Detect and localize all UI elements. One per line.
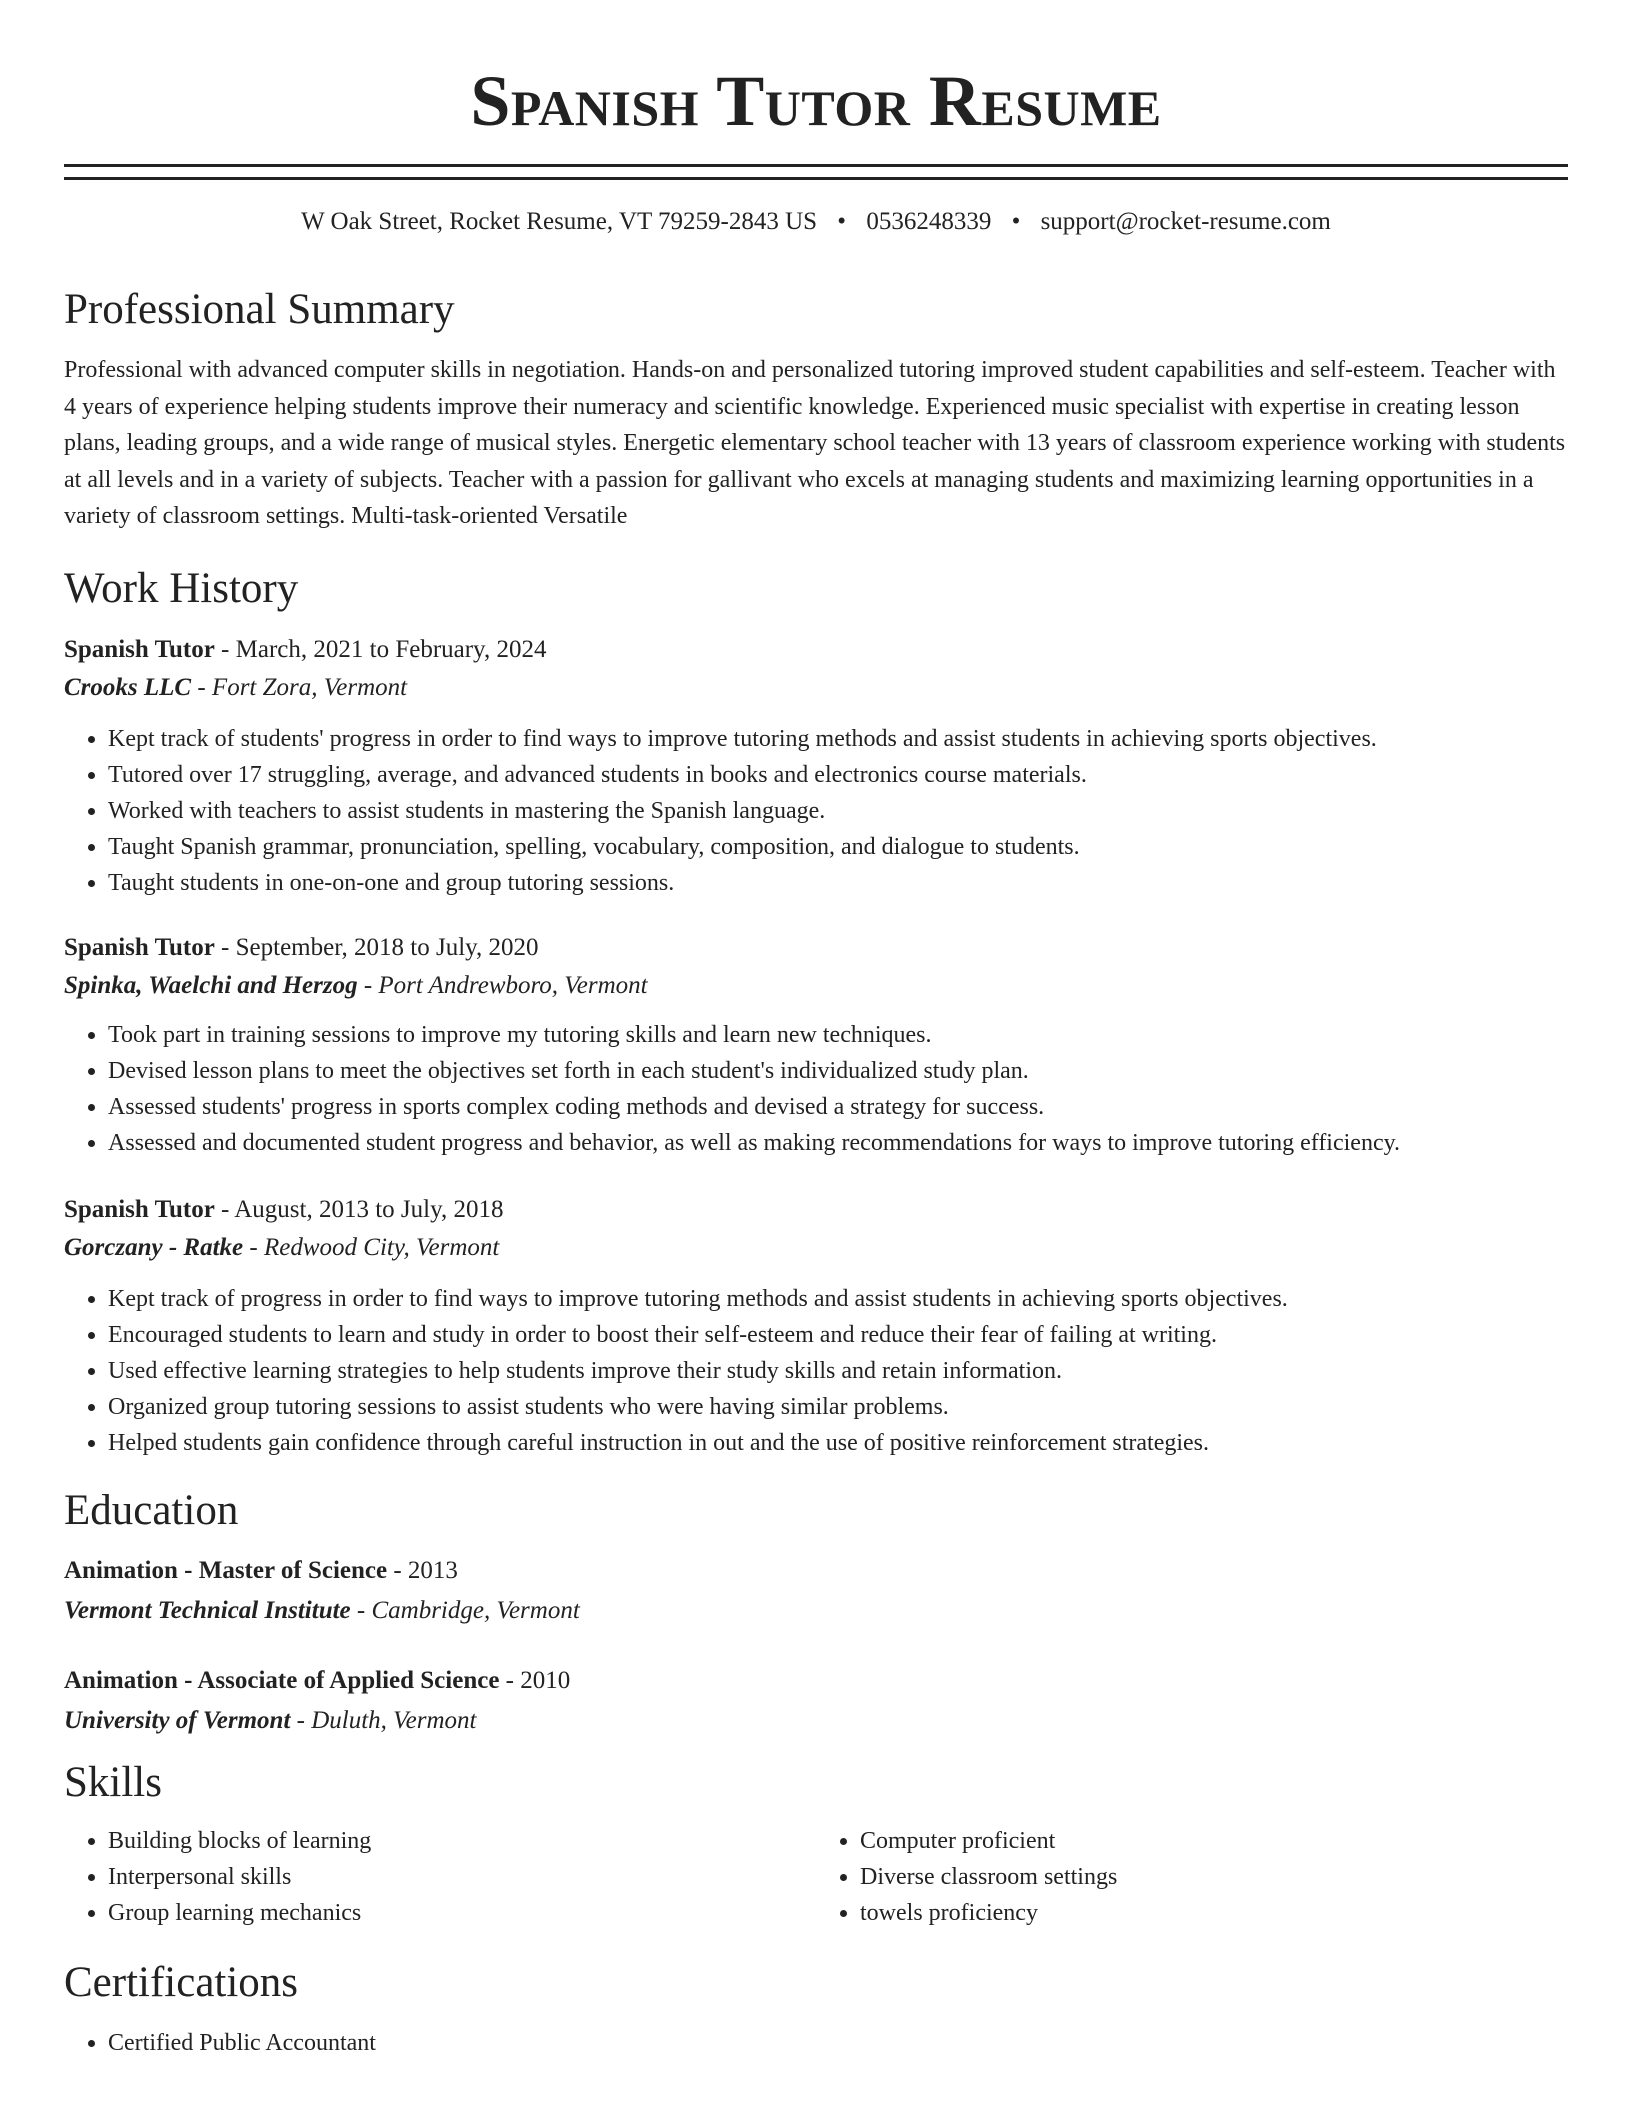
list-item: • Building blocks of learning — [108, 1823, 816, 1859]
section-heading-work-history: Work History — [64, 564, 299, 612]
list-item: • Worked with teachers to assist students in mastering the Spanish language. — [108, 793, 1568, 829]
contact-line — [64, 206, 1568, 238]
skills-grid — [64, 1823, 1568, 1931]
list-item: • Used effective learning strategies to help students improve their study skills and retain information. — [108, 1353, 1568, 1389]
job-company: Gorczany - Ratke — [64, 1233, 244, 1261]
list-item: • Encouraged students to learn and study in order to boost their self-esteem and reduce their fear of failing at writing. — [108, 1317, 1568, 1353]
job-duties-list — [64, 721, 1568, 901]
education-degree: Animation - Associate of Applied Science — [64, 1666, 500, 1694]
list-item: • Assessed students' progress in sports complex coding methods and devised a strategy for success. — [108, 1089, 1568, 1125]
page-title: Spanish Tutor Resume — [470, 61, 1162, 141]
list-item: • Certified Public Accountant — [108, 2025, 1568, 2061]
list-item: • Took part in training sessions to improve my tutoring skills and learn new techniques. — [108, 1017, 1568, 1053]
education-degree: Animation - Master of Science — [64, 1556, 388, 1584]
education-school-line — [64, 1591, 1568, 1631]
job-location: - Port Andrewboro, Vermont — [357, 971, 648, 999]
list-item: • Kept track of progress in order to find ways to improve tutoring methods and assist students in achieving sports objectives. — [108, 1281, 1568, 1317]
job-location: - Redwood City, Vermont — [243, 1233, 500, 1261]
skills-list-right — [816, 1823, 1568, 1931]
list-item: • Tutored over 17 struggling, average, and advanced students in books and electronics course materials. — [108, 757, 1568, 793]
title-double-rule — [64, 164, 1568, 180]
job-header — [64, 1191, 1568, 1229]
education-entry — [64, 1661, 1568, 1741]
list-item: • Group learning mechanics — [108, 1895, 816, 1931]
job-entry — [64, 929, 1568, 1161]
job-header — [64, 631, 1568, 669]
education-school-line — [64, 1701, 1568, 1741]
skills-list-left — [64, 1823, 816, 1931]
education-year: - 2010 — [499, 1666, 571, 1694]
section-heading-skills: Skills — [64, 1758, 162, 1806]
job-title: Spanish Tutor — [64, 933, 215, 961]
education-entry — [64, 1551, 1568, 1631]
job-company: Crooks LLC — [64, 673, 192, 701]
list-item: • Taught Spanish grammar, pronunciation, spelling, vocabulary, composition, and dialogue to students. — [108, 829, 1568, 865]
contact-separator: • — [1011, 208, 1021, 235]
list-item: • towels proficiency — [860, 1895, 1568, 1931]
list-item: • Organized group tutoring sessions to assist students who were having similar problems. — [108, 1389, 1568, 1425]
job-employer — [64, 1229, 1568, 1267]
job-duties-list — [64, 1281, 1568, 1461]
education-year: - 2013 — [387, 1556, 458, 1584]
list-item: • Helped students gain confidence through careful instruction in out and the use of positive reinforcement strategies. — [108, 1425, 1568, 1461]
list-item: • Diverse classroom settings — [860, 1859, 1568, 1895]
job-employer — [64, 967, 1568, 1005]
contact-email: support@rocket-resume.com — [1040, 208, 1331, 235]
education-school: University of Vermont — [64, 1706, 291, 1734]
list-item: • Kept track of students' progress in order to find ways to improve tutoring methods and assist students in achieving sports objectives. — [108, 721, 1568, 757]
education-location: - Duluth, Vermont — [290, 1706, 477, 1734]
contact-address: W Oak Street, Rocket Resume, VT 79259-2843 US — [301, 208, 818, 235]
education-location: - Cambridge, Vermont — [350, 1596, 580, 1624]
job-dates: - September, 2018 to July, 2020 — [214, 933, 539, 961]
job-location: - Fort Zora, Vermont — [191, 673, 408, 701]
list-item: • Interpersonal skills — [108, 1859, 816, 1895]
contact-phone: 0536248339 — [866, 208, 992, 235]
summary-text: Professional with advanced computer skills in negotiation. Hands-on and personalized tutoring improved student capabilities and self-esteem. Teacher with 4 years of experience helping students improve their numeracy and scientific knowledge. Experienced music specialist with expertise in creating lesson plans, leading groups, and a wide range of musical styles. Energetic elementary school teacher with 13 years of classroom experience working with students at all levels and in a variety of subjects. Teacher with a passion for gallivant who excels at managing students and maximizing learning opportunities in a variety of classroom settings. Multi-task-oriented Versatile — [64, 357, 1566, 529]
job-company: Spinka, Waelchi and Herzog — [64, 971, 358, 999]
job-dates: - March, 2021 to February, 2024 — [214, 635, 547, 663]
education-school: Vermont Technical Institute — [64, 1596, 351, 1624]
section-heading-certifications: Certifications — [64, 1958, 299, 2006]
list-item: • Taught students in one-on-one and group tutoring sessions. — [108, 865, 1568, 901]
list-item: • Computer proficient — [860, 1823, 1568, 1859]
section-heading-summary: Professional Summary — [64, 286, 455, 333]
job-dates: - August, 2013 to July, 2018 — [214, 1195, 504, 1223]
certifications-list — [64, 2025, 1568, 2061]
job-entry — [64, 631, 1568, 901]
list-item: • Assessed and documented student progress and behavior, as well as making recommendations for ways to improve tutoring efficiency. — [108, 1125, 1568, 1161]
job-header — [64, 929, 1568, 967]
job-duties-list — [64, 1017, 1568, 1161]
section-heading-education: Education — [64, 1486, 239, 1534]
contact-separator: • — [837, 208, 847, 235]
education-header — [64, 1551, 1568, 1591]
list-item: • Devised lesson plans to meet the objectives set forth in each student's individualized study plan. — [108, 1053, 1568, 1089]
job-title: Spanish Tutor — [64, 635, 215, 663]
job-employer — [64, 669, 1568, 707]
job-title: Spanish Tutor — [64, 1195, 215, 1223]
education-header — [64, 1661, 1568, 1701]
job-entry — [64, 1191, 1568, 1461]
